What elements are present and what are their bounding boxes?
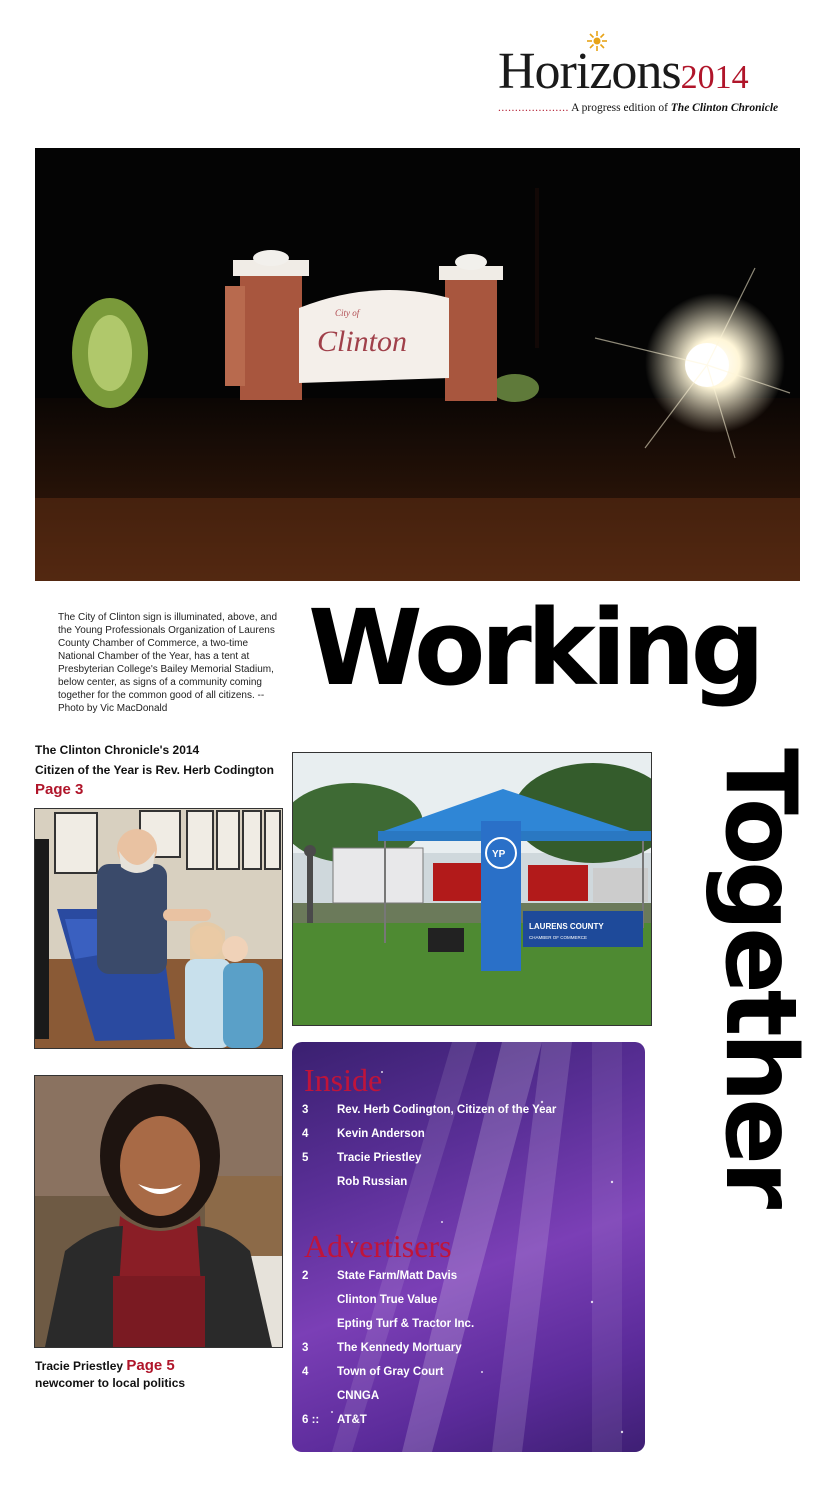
hero-photo-clinton-sign — [35, 148, 800, 581]
page-number: 6 :: — [302, 1414, 320, 1426]
dotted-rule: ..................... — [498, 102, 569, 114]
item-title: Town of Gray Court — [337, 1366, 444, 1378]
page-number: 4 — [302, 1128, 309, 1140]
sign-small-text: City of — [335, 308, 360, 318]
item-title: The Kennedy Mortuary — [337, 1342, 462, 1354]
tent-banner-sub: CHAMBER OF COMMERCE — [529, 935, 588, 940]
tent-banner-text: LAURENS COUNTY — [529, 922, 604, 931]
masthead-subtitle-prefix: A progress edition of — [571, 102, 668, 114]
list-item — [302, 1408, 642, 1432]
advertisers-list — [302, 1264, 642, 1432]
masthead-title — [498, 42, 749, 108]
page-number: 3 — [302, 1342, 309, 1354]
item-title: Clinton True Value — [337, 1294, 438, 1306]
photo-herb-codington — [34, 808, 283, 1049]
masthead-paper-name: The Clinton Chronicle — [670, 102, 779, 114]
citizen-page-ref: Page 3 — [35, 781, 84, 798]
headline-working: Working — [308, 587, 761, 709]
item-title: Kevin Anderson — [337, 1128, 425, 1140]
list-item — [302, 1170, 642, 1194]
list-item — [302, 1146, 642, 1170]
citizen-line1: The Clinton Chronicle's 2014 — [35, 743, 200, 757]
list-item — [302, 1264, 642, 1288]
headline-together-wrap — [705, 748, 815, 1278]
citizen-line2: Citizen of the Year is Rev. Herb Codington — [35, 763, 274, 777]
page-number: 5 — [302, 1152, 309, 1164]
list-item — [302, 1098, 642, 1122]
masthead — [498, 28, 798, 118]
masthead-title-text: Horizons — [498, 43, 681, 100]
item-title: State Farm/Matt Davis — [337, 1270, 458, 1282]
masthead-year: 2014 — [680, 59, 749, 96]
item-title: Epting Turf & Tractor Inc. — [337, 1318, 475, 1330]
tracie-name: Tracie Priestley — [35, 1359, 124, 1373]
inside-heading: Inside — [304, 1062, 383, 1098]
tracie-teaser — [35, 1357, 285, 1392]
item-title: CNNGA — [337, 1390, 380, 1402]
tracie-line2: newcomer to local politics — [35, 1376, 186, 1390]
yp-logo-text: YP — [492, 849, 506, 860]
list-item — [302, 1384, 642, 1408]
inside-index-box — [292, 1042, 645, 1452]
advertisers-heading: Advertisers — [304, 1228, 452, 1264]
item-title: Rev. Herb Codington, Citizen of the Year — [337, 1104, 557, 1116]
list-item — [302, 1360, 642, 1384]
tracie-page-ref: Page 5 — [126, 1357, 175, 1374]
headline-together: Together — [703, 748, 817, 1206]
page-number: 2 — [302, 1270, 309, 1282]
photo-tracie-priestley — [34, 1075, 283, 1348]
item-title: Tracie Priestley — [337, 1152, 422, 1164]
masthead-subtitle — [498, 102, 778, 114]
list-item — [302, 1122, 642, 1146]
list-item — [302, 1288, 642, 1312]
list-item — [302, 1312, 642, 1336]
inside-list — [302, 1098, 642, 1194]
photo-caption: The City of Clinton sign is illuminated, above, and the Young Professionals Organization of Laurens County Chamber of Commerce, a two-time National Chamber of the Year, has a tent at Presbyterian College's Bailey Memorial Stadium, below center, as signs of a community coming together for the common good of all citizens. -- Photo by Vic MacDonald — [58, 612, 278, 714]
item-title: AT&T — [337, 1414, 367, 1426]
page-number: 4 — [302, 1366, 309, 1378]
photo-yp-tent — [292, 752, 652, 1026]
sign-text: Clinton — [317, 325, 408, 358]
page-number: 3 — [302, 1104, 309, 1116]
list-item — [302, 1336, 642, 1360]
item-title: Rob Russian — [337, 1176, 408, 1188]
citizen-teaser — [35, 740, 295, 800]
